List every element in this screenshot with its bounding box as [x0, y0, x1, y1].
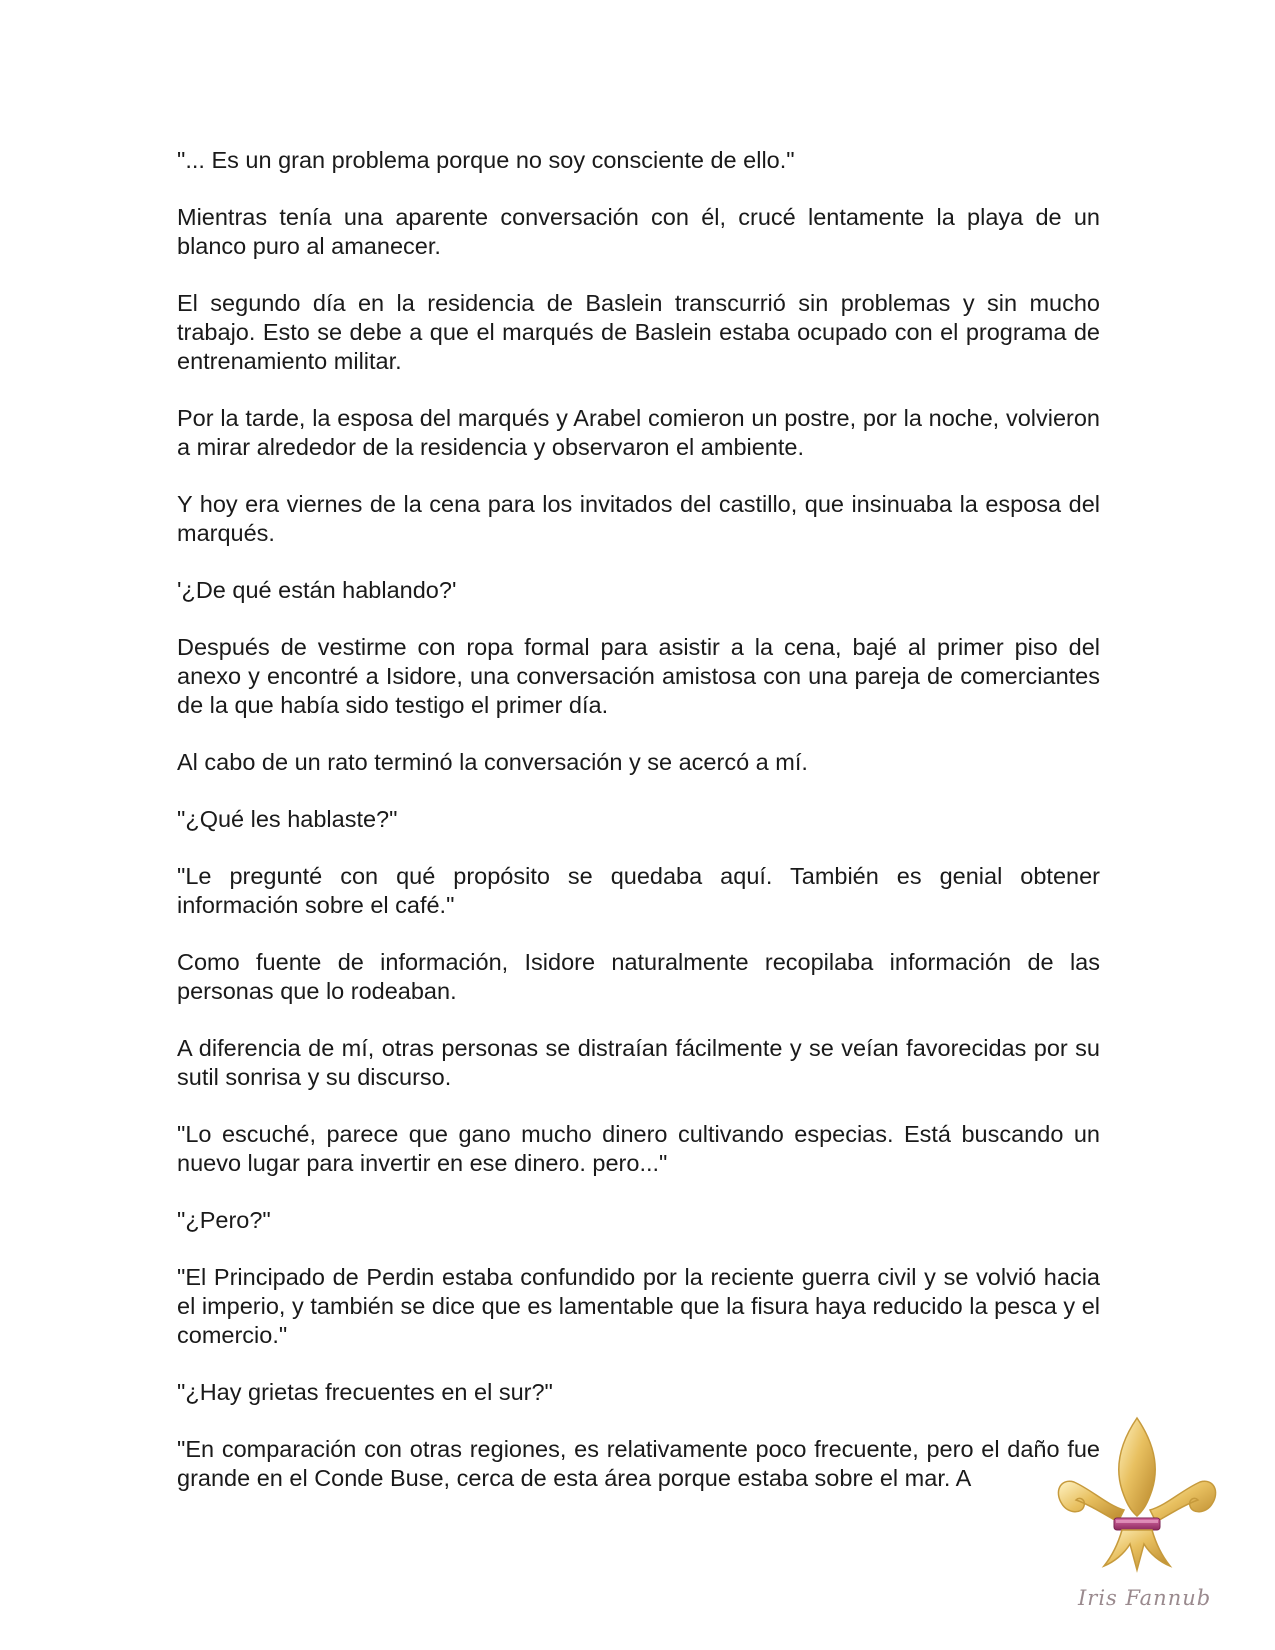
paragraph: "En comparación con otras regiones, es relativamente poco frecuente, pero el daño fue grande en el Conde Buse, cerca de esta área porque estaba sobre el mar. A [177, 1436, 1100, 1491]
paragraph: "... Es un gran problema porque no soy consciente de ello." [177, 147, 795, 173]
paragraph: Mientras tenía una aparente conversación con él, crucé lentamente la playa de un blanco puro al amanecer. [177, 204, 1100, 259]
paragraph: Después de vestirme con ropa formal para asistir a la cena, bajé al primer piso del anexo y encontré a Isidore, una conversación amistosa con una pareja de comerciantes de la que había sido testigo el primer día. [177, 634, 1100, 718]
paragraph: "El Principado de Perdin estaba confundido por la reciente guerra civil y se volvió hacia el imperio, y también se dice que es lamentable que la fisura haya reducido la pesca y el comercio." [177, 1264, 1100, 1348]
watermark-signature: Iris Fannub [1078, 1586, 1212, 1610]
paragraph: Como fuente de información, Isidore naturalmente recopilaba información de las personas que lo rodeaban. [177, 949, 1100, 1004]
paragraph: Al cabo de un rato terminó la conversación y se acercó a mí. [177, 749, 808, 775]
document-body [177, 146, 1100, 1521]
paragraph: A diferencia de mí, otras personas se distraían fácilmente y se veían favorecidas por su sutil sonrisa y su discurso. [177, 1035, 1100, 1090]
paragraph: "Lo escuché, parece que gano mucho dinero cultivando especias. Está buscando un nuevo lugar para invertir en ese dinero. pero..." [177, 1121, 1100, 1176]
paragraph: "Le pregunté con qué propósito se quedaba aquí. También es genial obtener información sobre el café." [177, 863, 1100, 918]
paragraph: '¿De qué están hablando?' [177, 577, 457, 603]
paragraph: "¿Hay grietas frecuentes en el sur?" [177, 1379, 553, 1405]
paragraph: Por la tarde, la esposa del marqués y Arabel comieron un postre, por la noche, volvieron a mirar alrededor de la residencia y observaron el ambiente. [177, 405, 1100, 460]
paragraph: "¿Qué les hablaste?" [177, 806, 398, 832]
paragraph: El segundo día en la residencia de Baslein transcurrió sin problemas y sin mucho trabajo. Esto se debe a que el marqués de Baslein estaba ocupado con el programa de entrenamiento militar. [177, 290, 1100, 374]
paragraph: "¿Pero?" [177, 1207, 271, 1233]
paragraph: Y hoy era viernes de la cena para los invitados del castillo, que insinuaba la esposa del marqués. [177, 491, 1100, 546]
